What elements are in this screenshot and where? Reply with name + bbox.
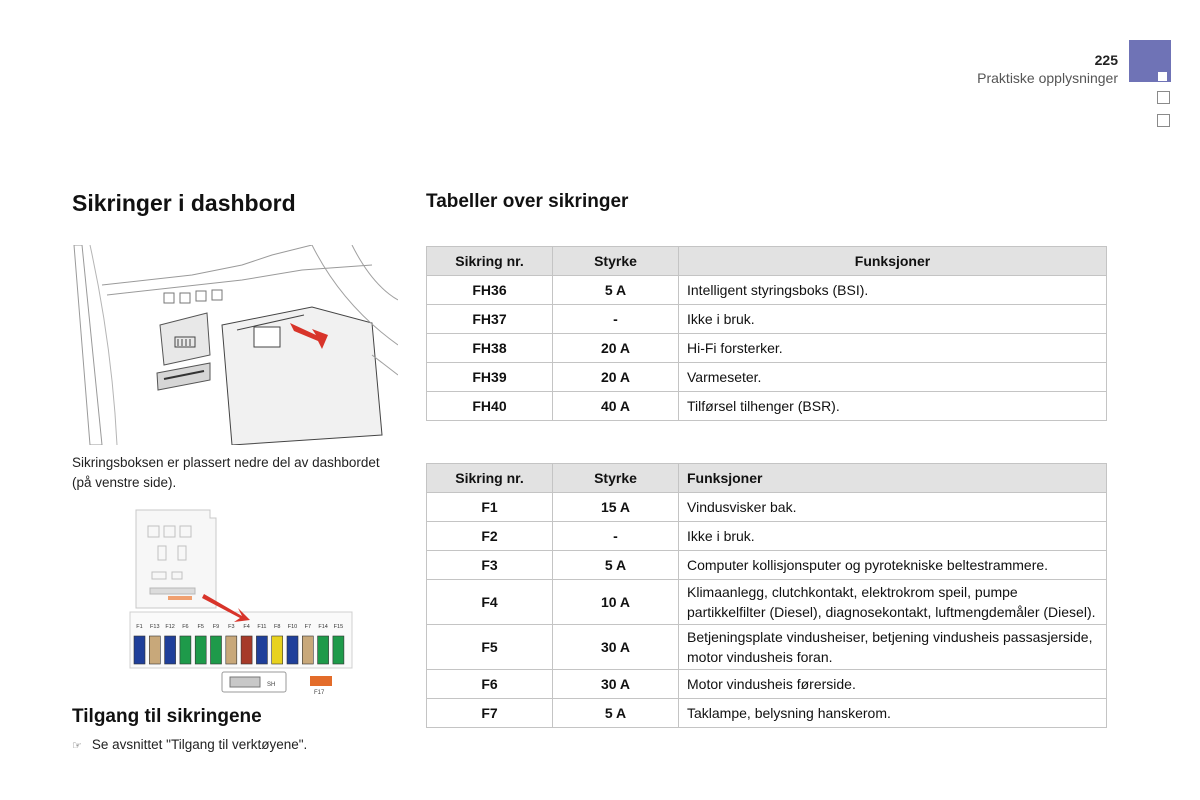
fuse	[180, 636, 191, 664]
fuse-number-cell: F4	[427, 580, 553, 625]
dashboard-glovebox-icon	[72, 245, 398, 445]
fuse-table-2	[426, 463, 1107, 728]
function-cell: Varmeseter.	[679, 363, 1107, 392]
rating-cell: 5 A	[553, 551, 679, 580]
fusebox-icon	[128, 508, 354, 700]
fuse-number-cell: FH36	[427, 276, 553, 305]
column-header: Sikring nr.	[427, 247, 553, 276]
rating-cell: 30 A	[553, 670, 679, 699]
fuse-label: F14	[318, 624, 328, 630]
fuse	[149, 636, 160, 664]
table-row	[427, 305, 1107, 334]
table-row	[427, 522, 1107, 551]
fuse-label: F13	[150, 624, 160, 630]
fuse-label: F4	[243, 624, 250, 630]
function-cell: Betjeningsplate vindusheiser, betjening vindusheis passasjerside, motor vindusheis foran.	[679, 625, 1107, 670]
access-note-text: Se avsnittet "Tilgang til verktøyene".	[91, 737, 308, 752]
access-note	[72, 737, 307, 752]
column-header: Sikring nr.	[427, 464, 553, 493]
function-cell: Ikke i bruk.	[679, 305, 1107, 334]
fuse-number-cell: F2	[427, 522, 553, 551]
column-header: Funksjoner	[679, 464, 1107, 493]
table-header-row	[427, 464, 1107, 493]
table-row	[427, 625, 1107, 670]
table-row	[427, 363, 1107, 392]
tables-title: Tabeller over sikringer	[426, 191, 629, 212]
fuse-number-cell: F1	[427, 493, 553, 522]
table-row	[427, 334, 1107, 363]
f17-label: F17	[314, 690, 325, 696]
fuse-label: F11	[257, 624, 267, 630]
rating-cell: 10 A	[553, 580, 679, 625]
rating-cell: 20 A	[553, 363, 679, 392]
fuse-number-cell: F3	[427, 551, 553, 580]
column-header: Funksjoner	[679, 247, 1107, 276]
fuse-number-cell: F5	[427, 625, 553, 670]
function-cell: Ikke i bruk.	[679, 522, 1107, 551]
function-cell: Taklampe, belysning hanskerom.	[679, 699, 1107, 728]
fuse	[287, 636, 298, 664]
section-title: Sikringer i dashbord	[72, 190, 296, 216]
fuse-number-cell: FH40	[427, 392, 553, 421]
sh-label: SH	[267, 682, 276, 688]
pointing-hand-icon: ☞	[72, 740, 82, 752]
fuse-label: F5	[197, 624, 204, 630]
function-cell: Computer kollisjonsputer og pyrotekniske beltestrammere.	[679, 551, 1107, 580]
fuse-label: F6	[182, 624, 189, 630]
fuse	[211, 636, 222, 664]
fuse-label: F8	[273, 624, 281, 630]
page-number: 225	[1094, 52, 1118, 68]
fuse-number-cell: F7	[427, 699, 553, 728]
fuse-number-cell: FH37	[427, 305, 553, 334]
fuse	[134, 636, 145, 664]
fuse-number-cell: F6	[427, 670, 553, 699]
fuse-number-cell: FH38	[427, 334, 553, 363]
fuse-table-1	[426, 246, 1107, 421]
fuse	[226, 636, 237, 664]
function-cell: Tilførsel tilhenger (BSR).	[679, 392, 1107, 421]
function-cell: Motor vindusheis førerside.	[679, 670, 1107, 699]
rating-cell: 5 A	[553, 699, 679, 728]
chapter-tab-box-1	[1157, 91, 1170, 104]
chapter-tab-square	[1158, 72, 1167, 81]
fuse	[195, 636, 206, 664]
rating-cell: 40 A	[553, 392, 679, 421]
fuse-label: F3	[228, 624, 235, 630]
chapter-title: Praktiske opplysninger	[977, 70, 1118, 86]
function-cell: Intelligent styringsboks (BSI).	[679, 276, 1107, 305]
table-row	[427, 551, 1107, 580]
rating-cell: -	[553, 305, 679, 334]
rating-cell: 5 A	[553, 276, 679, 305]
fusebox-location-caption: Sikringsboksen er plassert nedre del av dashbordet (på venstre side).	[72, 455, 380, 490]
table-row	[427, 392, 1107, 421]
dashboard-illustration	[72, 245, 398, 445]
rating-cell: -	[553, 522, 679, 551]
fuse-label: F15	[333, 624, 344, 630]
column-header: Styrke	[553, 464, 679, 493]
chapter-tab-box-2	[1157, 114, 1170, 127]
table-header-row	[427, 247, 1107, 276]
fuse	[256, 636, 267, 664]
fuse-number-cell: FH39	[427, 363, 553, 392]
fuse	[165, 636, 176, 664]
fuse	[302, 636, 313, 664]
fuse	[272, 636, 283, 664]
fuse	[241, 636, 252, 664]
fuse-label: F1	[136, 624, 143, 630]
fuse-label: F10	[287, 624, 298, 630]
function-cell: Hi-Fi forsterker.	[679, 334, 1107, 363]
fuse-label: F9	[212, 624, 220, 630]
fusebox-diagram	[128, 508, 354, 700]
table-row	[427, 670, 1107, 699]
table-row	[427, 699, 1107, 728]
rating-cell: 20 A	[553, 334, 679, 363]
fuse	[318, 636, 329, 664]
rating-cell: 30 A	[553, 625, 679, 670]
table-row	[427, 493, 1107, 522]
table-row	[427, 276, 1107, 305]
function-cell: Klimaanlegg, clutchkontakt, elektrokrom speil, pumpe partikkelfilter (Diesel), diagnosekontakt, luftmengdemåler (Diesel).	[679, 580, 1107, 625]
table-row	[427, 580, 1107, 625]
fuse-label: F12	[165, 624, 175, 630]
function-cell: Vindusvisker bak.	[679, 493, 1107, 522]
fuse-label: F7	[304, 624, 312, 630]
column-header: Styrke	[553, 247, 679, 276]
access-title: Tilgang til sikringene	[72, 706, 262, 727]
fuse	[333, 636, 344, 664]
rating-cell: 15 A	[553, 493, 679, 522]
